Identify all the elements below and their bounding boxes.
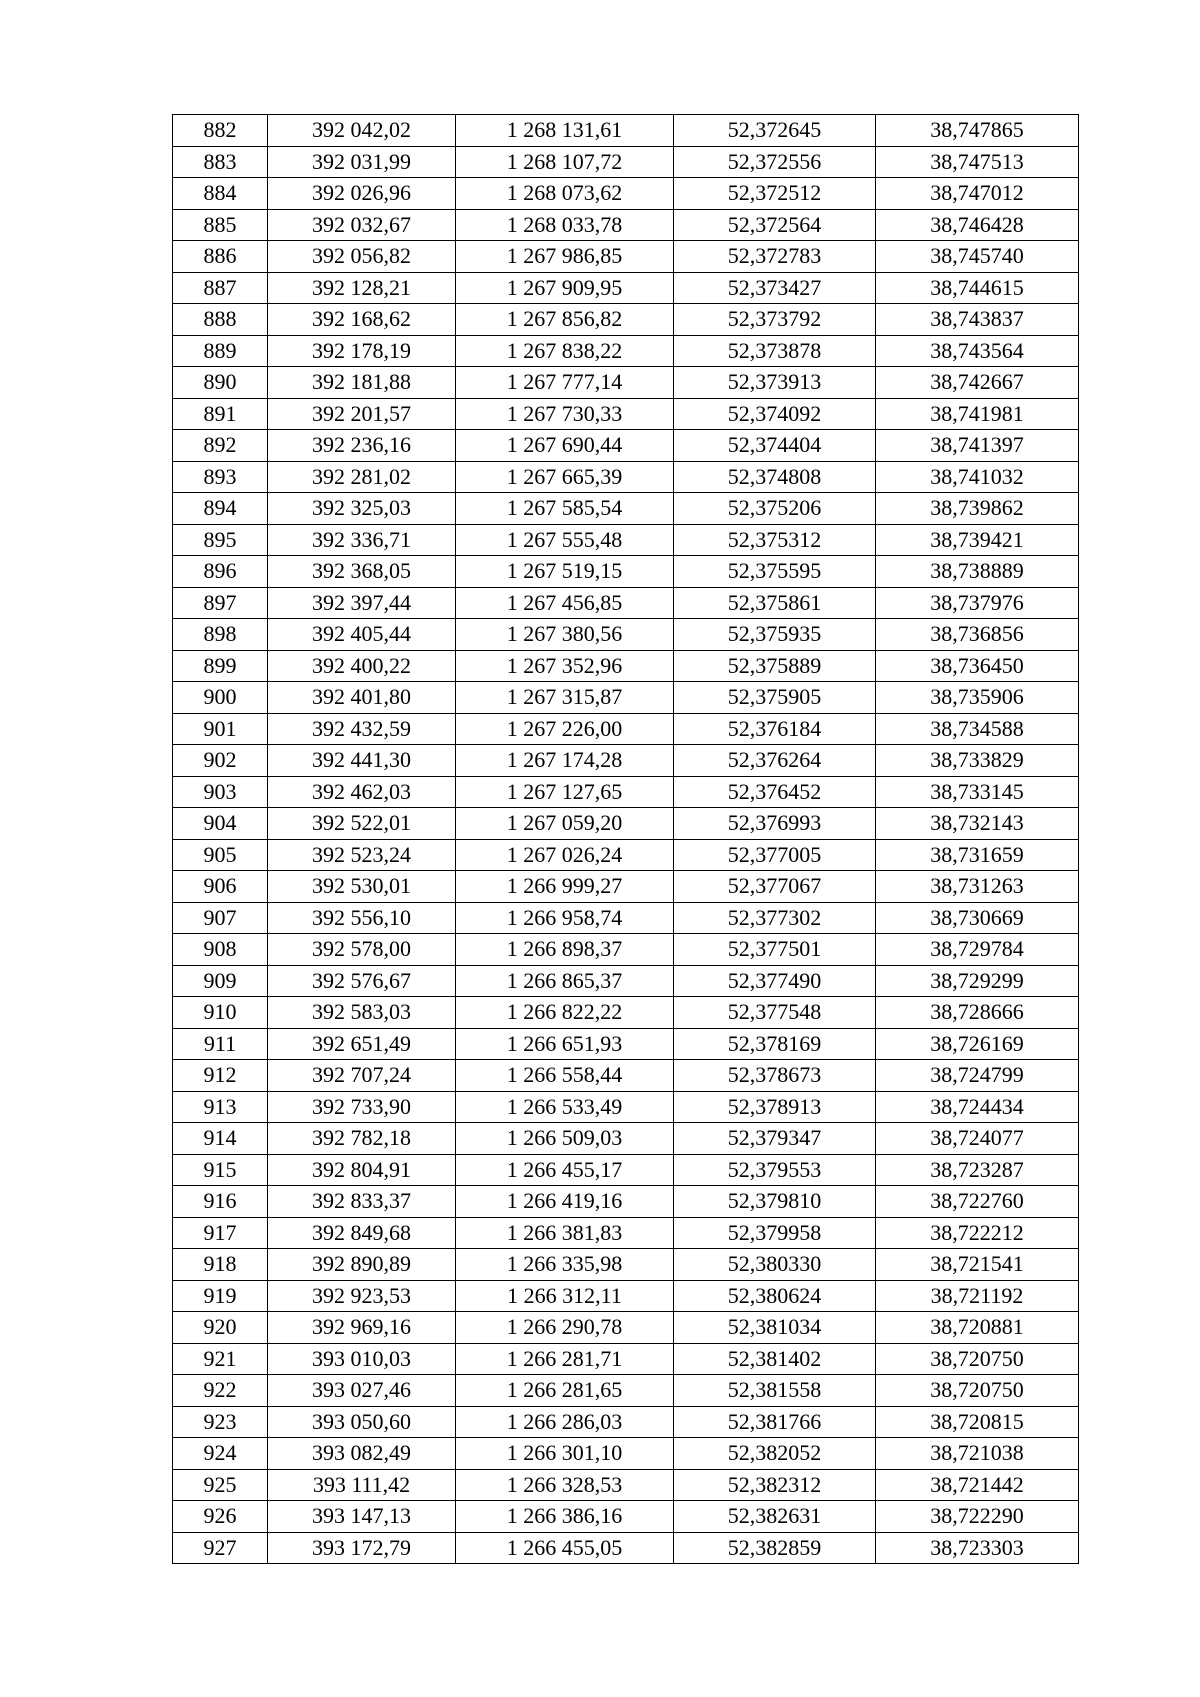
point-number-cell: 903 (173, 776, 268, 808)
table-row (173, 335, 1079, 367)
point-number-cell: 904 (173, 808, 268, 840)
point-number-cell: 888 (173, 304, 268, 336)
y-coordinate-cell: 1 266 533,49 (456, 1091, 674, 1123)
x-coordinate-cell: 393 050,60 (268, 1406, 456, 1438)
point-number-cell: 887 (173, 272, 268, 304)
table-row (173, 430, 1079, 462)
x-coordinate-cell: 392 026,96 (268, 178, 456, 210)
latitude-cell: 52,375905 (674, 682, 876, 714)
table-row (173, 965, 1079, 997)
y-coordinate-cell: 1 266 999,27 (456, 871, 674, 903)
longitude-cell: 38,722760 (876, 1186, 1079, 1218)
y-coordinate-cell: 1 267 555,48 (456, 524, 674, 556)
longitude-cell: 38,731263 (876, 871, 1079, 903)
longitude-cell: 38,739862 (876, 493, 1079, 525)
x-coordinate-cell: 392 325,03 (268, 493, 456, 525)
longitude-cell: 38,733145 (876, 776, 1079, 808)
table-row (173, 1312, 1079, 1344)
table-row (173, 1028, 1079, 1060)
table-row (173, 587, 1079, 619)
longitude-cell: 38,722290 (876, 1501, 1079, 1533)
y-coordinate-cell: 1 266 822,22 (456, 997, 674, 1029)
longitude-cell: 38,721442 (876, 1469, 1079, 1501)
y-coordinate-cell: 1 266 509,03 (456, 1123, 674, 1155)
table-row (173, 1091, 1079, 1123)
table-row (173, 776, 1079, 808)
x-coordinate-cell: 393 111,42 (268, 1469, 456, 1501)
x-coordinate-cell: 392 400,22 (268, 650, 456, 682)
y-coordinate-cell: 1 268 033,78 (456, 209, 674, 241)
x-coordinate-cell: 392 201,57 (268, 398, 456, 430)
point-number-cell: 922 (173, 1375, 268, 1407)
point-number-cell: 884 (173, 178, 268, 210)
latitude-cell: 52,378673 (674, 1060, 876, 1092)
table-row (173, 1186, 1079, 1218)
x-coordinate-cell: 392 969,16 (268, 1312, 456, 1344)
longitude-cell: 38,747865 (876, 115, 1079, 147)
latitude-cell: 52,375935 (674, 619, 876, 651)
latitude-cell: 52,377005 (674, 839, 876, 871)
x-coordinate-cell: 392 804,91 (268, 1154, 456, 1186)
longitude-cell: 38,730669 (876, 902, 1079, 934)
longitude-cell: 38,721038 (876, 1438, 1079, 1470)
latitude-cell: 52,379958 (674, 1217, 876, 1249)
x-coordinate-cell: 392 056,82 (268, 241, 456, 273)
x-coordinate-cell: 392 042,02 (268, 115, 456, 147)
x-coordinate-cell: 393 172,79 (268, 1532, 456, 1564)
point-number-cell: 883 (173, 146, 268, 178)
longitude-cell: 38,720750 (876, 1343, 1079, 1375)
x-coordinate-cell: 393 010,03 (268, 1343, 456, 1375)
longitude-cell: 38,747513 (876, 146, 1079, 178)
x-coordinate-cell: 392 522,01 (268, 808, 456, 840)
y-coordinate-cell: 1 267 026,24 (456, 839, 674, 871)
table-row (173, 650, 1079, 682)
latitude-cell: 52,376993 (674, 808, 876, 840)
point-number-cell: 920 (173, 1312, 268, 1344)
point-number-cell: 912 (173, 1060, 268, 1092)
y-coordinate-cell: 1 267 585,54 (456, 493, 674, 525)
x-coordinate-cell: 392 578,00 (268, 934, 456, 966)
y-coordinate-cell: 1 266 865,37 (456, 965, 674, 997)
x-coordinate-cell: 392 576,67 (268, 965, 456, 997)
table-row (173, 556, 1079, 588)
table-row (173, 461, 1079, 493)
point-number-cell: 909 (173, 965, 268, 997)
point-number-cell: 882 (173, 115, 268, 147)
longitude-cell: 38,736856 (876, 619, 1079, 651)
y-coordinate-cell: 1 266 281,65 (456, 1375, 674, 1407)
table-row (173, 1406, 1079, 1438)
point-number-cell: 906 (173, 871, 268, 903)
point-number-cell: 886 (173, 241, 268, 273)
longitude-cell: 38,747012 (876, 178, 1079, 210)
point-number-cell: 915 (173, 1154, 268, 1186)
x-coordinate-cell: 392 651,49 (268, 1028, 456, 1060)
latitude-cell: 52,376452 (674, 776, 876, 808)
y-coordinate-cell: 1 266 281,71 (456, 1343, 674, 1375)
y-coordinate-cell: 1 266 958,74 (456, 902, 674, 934)
x-coordinate-cell: 392 733,90 (268, 1091, 456, 1123)
longitude-cell: 38,723303 (876, 1532, 1079, 1564)
table-row (173, 682, 1079, 714)
latitude-cell: 52,380330 (674, 1249, 876, 1281)
longitude-cell: 38,721541 (876, 1249, 1079, 1281)
longitude-cell: 38,723287 (876, 1154, 1079, 1186)
point-number-cell: 911 (173, 1028, 268, 1060)
x-coordinate-cell: 392 583,03 (268, 997, 456, 1029)
table-row (173, 493, 1079, 525)
longitude-cell: 38,736450 (876, 650, 1079, 682)
y-coordinate-cell: 1 267 315,87 (456, 682, 674, 714)
latitude-cell: 52,382859 (674, 1532, 876, 1564)
x-coordinate-cell: 392 530,01 (268, 871, 456, 903)
y-coordinate-cell: 1 267 226,00 (456, 713, 674, 745)
point-number-cell: 923 (173, 1406, 268, 1438)
x-coordinate-cell: 392 397,44 (268, 587, 456, 619)
point-number-cell: 893 (173, 461, 268, 493)
latitude-cell: 52,378169 (674, 1028, 876, 1060)
longitude-cell: 38,720881 (876, 1312, 1079, 1344)
latitude-cell: 52,374404 (674, 430, 876, 462)
y-coordinate-cell: 1 268 131,61 (456, 115, 674, 147)
point-number-cell: 897 (173, 587, 268, 619)
latitude-cell: 52,376184 (674, 713, 876, 745)
longitude-cell: 38,721192 (876, 1280, 1079, 1312)
latitude-cell: 52,379810 (674, 1186, 876, 1218)
longitude-cell: 38,729784 (876, 934, 1079, 966)
point-number-cell: 890 (173, 367, 268, 399)
longitude-cell: 38,741397 (876, 430, 1079, 462)
longitude-cell: 38,732143 (876, 808, 1079, 840)
x-coordinate-cell: 392 031,99 (268, 146, 456, 178)
point-number-cell: 925 (173, 1469, 268, 1501)
x-coordinate-cell: 392 236,16 (268, 430, 456, 462)
longitude-cell: 38,722212 (876, 1217, 1079, 1249)
point-number-cell: 919 (173, 1280, 268, 1312)
table-row (173, 398, 1079, 430)
latitude-cell: 52,380624 (674, 1280, 876, 1312)
longitude-cell: 38,726169 (876, 1028, 1079, 1060)
x-coordinate-cell: 392 523,24 (268, 839, 456, 871)
x-coordinate-cell: 392 849,68 (268, 1217, 456, 1249)
y-coordinate-cell: 1 267 059,20 (456, 808, 674, 840)
coordinates-table (172, 114, 1079, 1564)
x-coordinate-cell: 392 833,37 (268, 1186, 456, 1218)
longitude-cell: 38,731659 (876, 839, 1079, 871)
table-row (173, 115, 1079, 147)
table-row (173, 1060, 1079, 1092)
latitude-cell: 52,379347 (674, 1123, 876, 1155)
latitude-cell: 52,372645 (674, 115, 876, 147)
y-coordinate-cell: 1 266 381,83 (456, 1217, 674, 1249)
y-coordinate-cell: 1 266 558,44 (456, 1060, 674, 1092)
point-number-cell: 921 (173, 1343, 268, 1375)
y-coordinate-cell: 1 267 519,15 (456, 556, 674, 588)
table-row (173, 808, 1079, 840)
point-number-cell: 905 (173, 839, 268, 871)
y-coordinate-cell: 1 268 073,62 (456, 178, 674, 210)
y-coordinate-cell: 1 267 174,28 (456, 745, 674, 777)
table-row (173, 619, 1079, 651)
table-row (173, 1217, 1079, 1249)
table-row (173, 367, 1079, 399)
point-number-cell: 885 (173, 209, 268, 241)
table-row (173, 713, 1079, 745)
y-coordinate-cell: 1 266 419,16 (456, 1186, 674, 1218)
latitude-cell: 52,375595 (674, 556, 876, 588)
latitude-cell: 52,381402 (674, 1343, 876, 1375)
latitude-cell: 52,382052 (674, 1438, 876, 1470)
table-row (173, 1154, 1079, 1186)
point-number-cell: 889 (173, 335, 268, 367)
latitude-cell: 52,373878 (674, 335, 876, 367)
point-number-cell: 896 (173, 556, 268, 588)
x-coordinate-cell: 393 027,46 (268, 1375, 456, 1407)
latitude-cell: 52,376264 (674, 745, 876, 777)
longitude-cell: 38,744615 (876, 272, 1079, 304)
y-coordinate-cell: 1 266 286,03 (456, 1406, 674, 1438)
x-coordinate-cell: 392 032,67 (268, 209, 456, 241)
point-number-cell: 895 (173, 524, 268, 556)
table-row (173, 178, 1079, 210)
latitude-cell: 52,373913 (674, 367, 876, 399)
latitude-cell: 52,372512 (674, 178, 876, 210)
y-coordinate-cell: 1 267 909,95 (456, 272, 674, 304)
point-number-cell: 891 (173, 398, 268, 430)
x-coordinate-cell: 392 432,59 (268, 713, 456, 745)
y-coordinate-cell: 1 266 335,98 (456, 1249, 674, 1281)
x-coordinate-cell: 393 147,13 (268, 1501, 456, 1533)
longitude-cell: 38,735906 (876, 682, 1079, 714)
x-coordinate-cell: 392 707,24 (268, 1060, 456, 1092)
longitude-cell: 38,741981 (876, 398, 1079, 430)
point-number-cell: 917 (173, 1217, 268, 1249)
x-coordinate-cell: 392 923,53 (268, 1280, 456, 1312)
longitude-cell: 38,741032 (876, 461, 1079, 493)
point-number-cell: 914 (173, 1123, 268, 1155)
x-coordinate-cell: 392 336,71 (268, 524, 456, 556)
x-coordinate-cell: 392 181,88 (268, 367, 456, 399)
point-number-cell: 918 (173, 1249, 268, 1281)
table-row (173, 997, 1079, 1029)
table-row (173, 1343, 1079, 1375)
y-coordinate-cell: 1 266 290,78 (456, 1312, 674, 1344)
y-coordinate-cell: 1 267 856,82 (456, 304, 674, 336)
longitude-cell: 38,724434 (876, 1091, 1079, 1123)
table-row (173, 871, 1079, 903)
x-coordinate-cell: 392 128,21 (268, 272, 456, 304)
point-number-cell: 901 (173, 713, 268, 745)
table-row (173, 1438, 1079, 1470)
longitude-cell: 38,734588 (876, 713, 1079, 745)
point-number-cell: 898 (173, 619, 268, 651)
latitude-cell: 52,381558 (674, 1375, 876, 1407)
point-number-cell: 907 (173, 902, 268, 934)
latitude-cell: 52,378913 (674, 1091, 876, 1123)
table-row (173, 1501, 1079, 1533)
y-coordinate-cell: 1 266 455,05 (456, 1532, 674, 1564)
y-coordinate-cell: 1 267 986,85 (456, 241, 674, 273)
y-coordinate-cell: 1 267 730,33 (456, 398, 674, 430)
longitude-cell: 38,729299 (876, 965, 1079, 997)
latitude-cell: 52,373427 (674, 272, 876, 304)
y-coordinate-cell: 1 267 127,65 (456, 776, 674, 808)
latitude-cell: 52,379553 (674, 1154, 876, 1186)
x-coordinate-cell: 392 556,10 (268, 902, 456, 934)
latitude-cell: 52,375206 (674, 493, 876, 525)
point-number-cell: 924 (173, 1438, 268, 1470)
x-coordinate-cell: 392 890,89 (268, 1249, 456, 1281)
latitude-cell: 52,382631 (674, 1501, 876, 1533)
y-coordinate-cell: 1 268 107,72 (456, 146, 674, 178)
y-coordinate-cell: 1 266 328,53 (456, 1469, 674, 1501)
y-coordinate-cell: 1 266 301,10 (456, 1438, 674, 1470)
y-coordinate-cell: 1 266 312,11 (456, 1280, 674, 1312)
x-coordinate-cell: 392 178,19 (268, 335, 456, 367)
y-coordinate-cell: 1 267 665,39 (456, 461, 674, 493)
y-coordinate-cell: 1 267 456,85 (456, 587, 674, 619)
point-number-cell: 908 (173, 934, 268, 966)
latitude-cell: 52,377548 (674, 997, 876, 1029)
y-coordinate-cell: 1 266 386,16 (456, 1501, 674, 1533)
y-coordinate-cell: 1 267 352,96 (456, 650, 674, 682)
longitude-cell: 38,724799 (876, 1060, 1079, 1092)
longitude-cell: 38,743837 (876, 304, 1079, 336)
x-coordinate-cell: 392 462,03 (268, 776, 456, 808)
latitude-cell: 52,381766 (674, 1406, 876, 1438)
y-coordinate-cell: 1 266 455,17 (456, 1154, 674, 1186)
point-number-cell: 916 (173, 1186, 268, 1218)
latitude-cell: 52,377501 (674, 934, 876, 966)
longitude-cell: 38,742667 (876, 367, 1079, 399)
point-number-cell: 913 (173, 1091, 268, 1123)
point-number-cell: 902 (173, 745, 268, 777)
table-row (173, 745, 1079, 777)
latitude-cell: 52,377067 (674, 871, 876, 903)
point-number-cell: 894 (173, 493, 268, 525)
latitude-cell: 52,382312 (674, 1469, 876, 1501)
table-row (173, 524, 1079, 556)
table-row (173, 209, 1079, 241)
longitude-cell: 38,745740 (876, 241, 1079, 273)
longitude-cell: 38,746428 (876, 209, 1079, 241)
x-coordinate-cell: 392 401,80 (268, 682, 456, 714)
table-row (173, 241, 1079, 273)
x-coordinate-cell: 392 168,62 (268, 304, 456, 336)
table-row (173, 934, 1079, 966)
longitude-cell: 38,728666 (876, 997, 1079, 1029)
y-coordinate-cell: 1 267 690,44 (456, 430, 674, 462)
y-coordinate-cell: 1 266 898,37 (456, 934, 674, 966)
x-coordinate-cell: 392 405,44 (268, 619, 456, 651)
longitude-cell: 38,739421 (876, 524, 1079, 556)
table-row (173, 1469, 1079, 1501)
point-number-cell: 900 (173, 682, 268, 714)
y-coordinate-cell: 1 266 651,93 (456, 1028, 674, 1060)
point-number-cell: 926 (173, 1501, 268, 1533)
table-row (173, 1249, 1079, 1281)
longitude-cell: 38,733829 (876, 745, 1079, 777)
longitude-cell: 38,738889 (876, 556, 1079, 588)
point-number-cell: 927 (173, 1532, 268, 1564)
latitude-cell: 52,375861 (674, 587, 876, 619)
latitude-cell: 52,374092 (674, 398, 876, 430)
longitude-cell: 38,724077 (876, 1123, 1079, 1155)
table-row (173, 839, 1079, 871)
y-coordinate-cell: 1 267 380,56 (456, 619, 674, 651)
table-row (173, 304, 1079, 336)
y-coordinate-cell: 1 267 838,22 (456, 335, 674, 367)
latitude-cell: 52,381034 (674, 1312, 876, 1344)
point-number-cell: 899 (173, 650, 268, 682)
latitude-cell: 52,372564 (674, 209, 876, 241)
x-coordinate-cell: 392 368,05 (268, 556, 456, 588)
x-coordinate-cell: 392 782,18 (268, 1123, 456, 1155)
longitude-cell: 38,720815 (876, 1406, 1079, 1438)
table-row (173, 146, 1079, 178)
latitude-cell: 52,372783 (674, 241, 876, 273)
table-row (173, 1123, 1079, 1155)
longitude-cell: 38,743564 (876, 335, 1079, 367)
x-coordinate-cell: 392 441,30 (268, 745, 456, 777)
latitude-cell: 52,377302 (674, 902, 876, 934)
latitude-cell: 52,374808 (674, 461, 876, 493)
longitude-cell: 38,720750 (876, 1375, 1079, 1407)
table-row (173, 902, 1079, 934)
point-number-cell: 910 (173, 997, 268, 1029)
longitude-cell: 38,737976 (876, 587, 1079, 619)
y-coordinate-cell: 1 267 777,14 (456, 367, 674, 399)
table-row (173, 1280, 1079, 1312)
x-coordinate-cell: 392 281,02 (268, 461, 456, 493)
latitude-cell: 52,375312 (674, 524, 876, 556)
table-row (173, 1532, 1079, 1564)
latitude-cell: 52,373792 (674, 304, 876, 336)
coordinates-table-body (173, 115, 1079, 1564)
table-row (173, 272, 1079, 304)
latitude-cell: 52,375889 (674, 650, 876, 682)
latitude-cell: 52,377490 (674, 965, 876, 997)
table-row (173, 1375, 1079, 1407)
x-coordinate-cell: 393 082,49 (268, 1438, 456, 1470)
point-number-cell: 892 (173, 430, 268, 462)
latitude-cell: 52,372556 (674, 146, 876, 178)
